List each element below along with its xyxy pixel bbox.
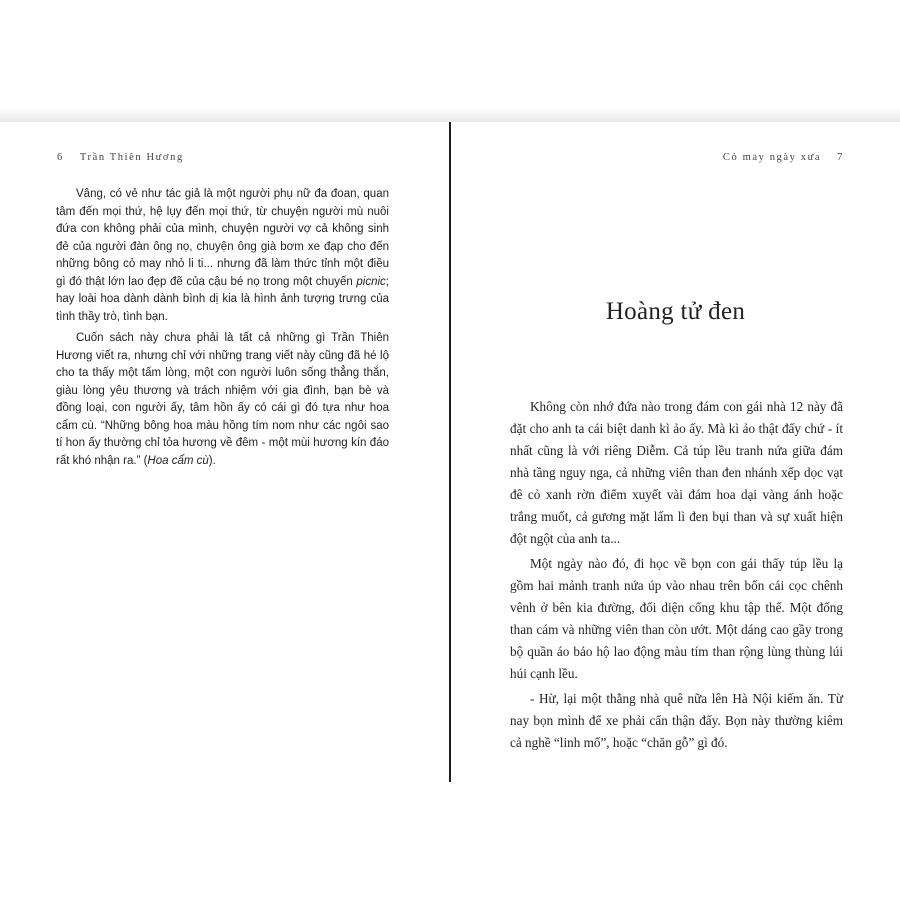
left-running-head-text: Trần Thiên Hương xyxy=(79,152,184,163)
right-body-text xyxy=(510,396,843,757)
right-page xyxy=(451,122,900,782)
left-paragraph-1: Vâng, có vẻ như tác giả là một người phụ nữ đa đoan, quan tâm đến mọi thứ, hệ lụy đến mọi thứ, từ chuyện người mù nuôi đứa con không phải của mình, chuyện người vợ cả không sinh đẻ của người đàn ông nọ, chuyện ông già bơm xe đạp cho đến những bông cỏ may nhỏ li ti... nhưng đã làm thức tỉnh một điều gì đó thật lớn lao đẹp đẽ của cậu bé nọ trong một chuyến picnic; hay loài hoa dành dành bình dị kia là hình ảnh tượng trưng của tình thầy trò, tình bạn. xyxy=(56,188,389,323)
right-paragraph-3: - Hừ, lại một thằng nhà quê nữa lên Hà Nội kiếm ăn. Từ nay bọn mình để xe phải cẩn thận đấy. Bọn này thường kiêm cả nghề “linh mổ”, hoặc “chăn gỗ” gì đó. xyxy=(510,691,843,750)
book-spine xyxy=(449,122,451,782)
chapter-title: Hoàng tử đen xyxy=(605,298,746,325)
left-page xyxy=(0,122,449,782)
right-paragraph-2: Một ngày nào đó, đi học về bọn con gái thấy túp lều lạ gồm hai mảnh tranh nứa úp vào nhau trên bốn cái cọc chênh vênh ở bên kia đường, đối diện cổng khu tập thể. Một đống than cám và những viên than còn ướt. Một dáng cao gầy trong bộ quần áo bảo hộ lao động màu tím than rộng lùng thùng lúi húi cạnh lều. xyxy=(510,556,843,681)
right-running-head-text: Cỏ may ngày xưa xyxy=(722,152,822,163)
right-running-head xyxy=(723,152,844,163)
top-background xyxy=(0,0,900,122)
left-page-number: 6 xyxy=(57,152,64,163)
left-body-text xyxy=(56,186,389,474)
left-paragraph-2: Cuốn sách này chưa phải là tất cả những gì Trần Thiên Hương viết ra, nhưng chỉ với những trang viết này cũng đã hé lộ cho ta thấy một tấm lòng, một con người luôn sống thẳng thắn, giàu lòng yêu thương và trách nhiệm với gia đình, bạn bè và đồng loại, con người ấy, tâm hồn ấy có cái gì đó tựa như hoa cẩm cù. “Những bông hoa màu hồng tím nom như các ngôi sao tí hon ấy thường chỉ tỏa hương về đêm - một mùi hương kín đáo rất khó nhận ra.” (Hoa cẩm cù). xyxy=(56,332,389,467)
right-paragraph-1: Không còn nhớ đứa nào trong đám con gái nhà 12 này đã đặt cho anh ta cái biệt danh kì ảo ấy. Mà kì ảo thật đấy chứ - ít nhất cũng là với riêng Diễm. Cả túp lều tranh nứa giữa đám nhà tầng nguy nga, cả những viên than đen nhánh xếp dọc vạt đê cỏ xanh rờn điểm xuyết vài đám hoa dại vàng ánh hoặc trắng muốt, cả gương mặt lấm lì đen bụi than và sự xuất hiện đột ngột của anh ta... xyxy=(510,399,843,546)
left-running-head xyxy=(57,152,184,163)
right-page-number: 7 xyxy=(837,152,844,163)
